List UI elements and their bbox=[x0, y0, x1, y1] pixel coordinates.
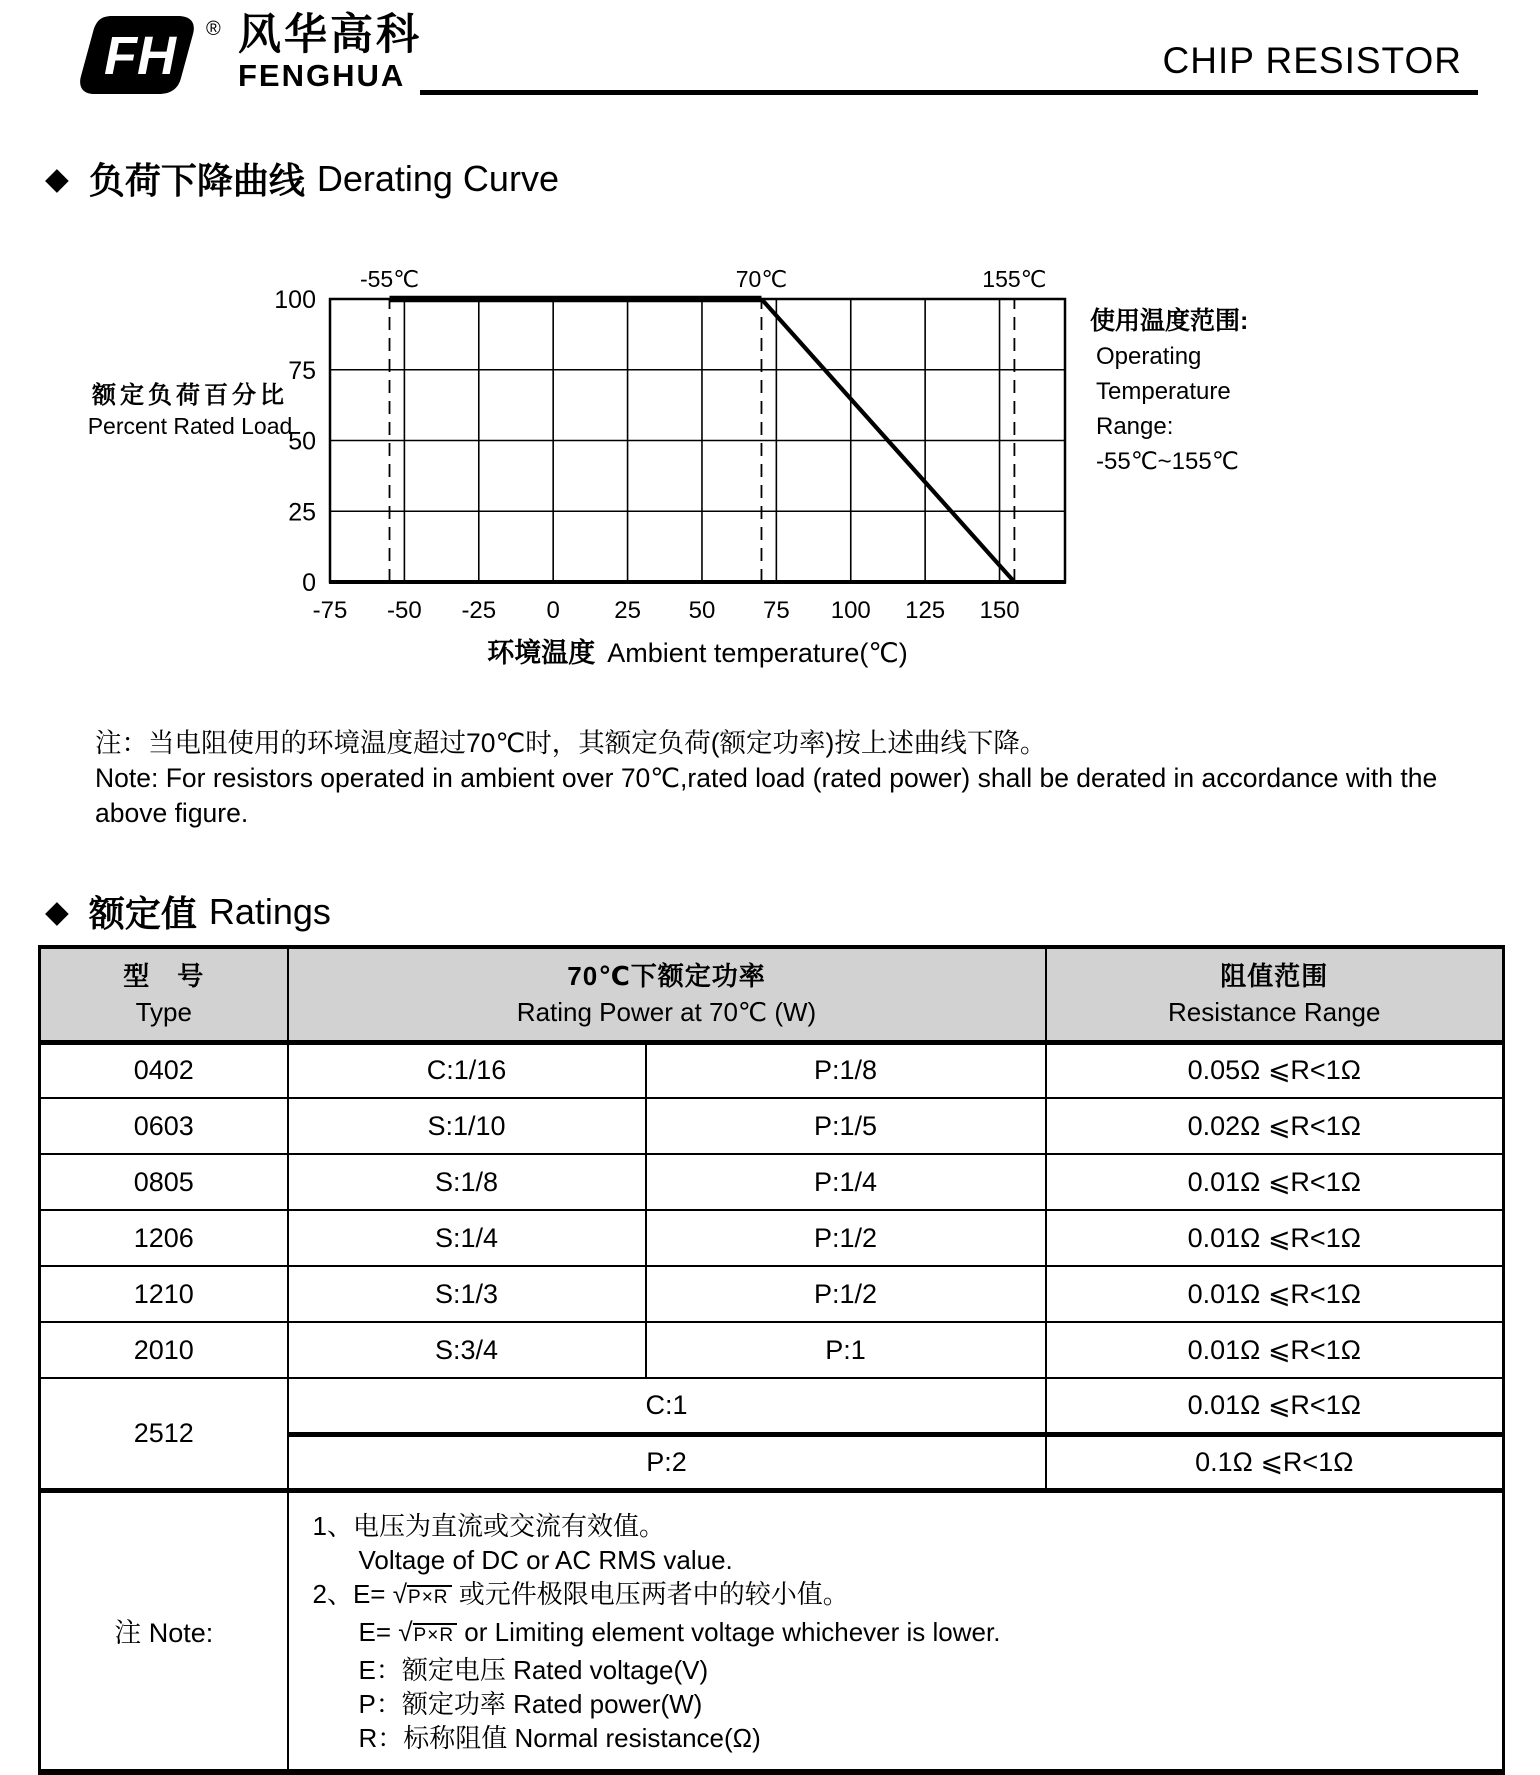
x-tick-label: -50 bbox=[387, 597, 422, 624]
diamond-bullet-icon: ◆ bbox=[45, 160, 69, 196]
range-cell: 0.05Ω ⩽R<1Ω bbox=[1046, 1042, 1504, 1098]
operating-range-line: Operating bbox=[1096, 343, 1202, 370]
power-cell: P:2 bbox=[288, 1434, 1046, 1490]
note-line-2-cn: 2、E= √P×R 或元件极限电压两者中的较小值。 bbox=[312, 1578, 849, 1609]
type-cell: 0402 bbox=[40, 1042, 288, 1098]
power-cell: C:1 bbox=[288, 1378, 1046, 1434]
ratings-title-en: Ratings bbox=[208, 890, 331, 932]
brand-name-cn: 风华高科 bbox=[238, 11, 422, 59]
derating-title-en: Derating Curve bbox=[316, 157, 559, 199]
x-tick-label: 25 bbox=[614, 597, 641, 624]
power-cell: S:1/4 bbox=[288, 1210, 646, 1266]
power-cell: C:1/16 bbox=[288, 1042, 646, 1098]
ratings-title-cn: 额定值 bbox=[88, 893, 197, 934]
range-cell: 0.01Ω ⩽R<1Ω bbox=[1046, 1322, 1504, 1378]
power-cell: P:1/2 bbox=[646, 1210, 1046, 1266]
fenghua-logo-icon bbox=[78, 10, 198, 100]
type-cell: 2512 bbox=[40, 1378, 288, 1490]
y-tick-label: 50 bbox=[288, 427, 316, 456]
y-axis-title-en: Percent Rated Load bbox=[87, 413, 293, 439]
sqrt-expression: √P×R bbox=[393, 1579, 452, 1609]
range-cell: 0.02Ω ⩽R<1Ω bbox=[1046, 1098, 1504, 1154]
table-row bbox=[40, 1266, 1504, 1322]
note-line-3: E：额定电压 Rated voltage(V) bbox=[358, 1654, 709, 1685]
brand-name-en: FENGHUA bbox=[238, 58, 406, 93]
dashed-marker-label: -55℃ bbox=[359, 266, 420, 292]
range-cell: 0.01Ω ⩽R<1Ω bbox=[1046, 1154, 1504, 1210]
range-cell: 0.01Ω ⩽R<1Ω bbox=[1046, 1210, 1504, 1266]
svg-text:FH: FH bbox=[104, 26, 176, 86]
type-cell: 1210 bbox=[40, 1266, 288, 1322]
range-cell: 0.01Ω ⩽R<1Ω bbox=[1046, 1378, 1504, 1434]
power-cell: P:1 bbox=[646, 1322, 1046, 1378]
operating-range-line: Temperature bbox=[1096, 378, 1231, 405]
y-axis-title-cn: 额定负荷百分比 bbox=[92, 382, 288, 409]
table-row bbox=[40, 1154, 1504, 1210]
note-line-1-cn: 1、电压为直流或交流有效值。 bbox=[312, 1510, 665, 1541]
power-cell: S:3/4 bbox=[288, 1322, 646, 1378]
col-header-resistance-range: 阻值范围 Resistance Range bbox=[1046, 947, 1504, 1042]
note-label: 注 Note: bbox=[40, 1490, 288, 1772]
x-tick-label: 50 bbox=[688, 597, 716, 624]
registered-trademark-icon: ® bbox=[206, 18, 221, 40]
power-cell: P:1/2 bbox=[646, 1266, 1046, 1322]
note-content bbox=[288, 1490, 1504, 1772]
note-line-4: P：额定功率 Rated power(W) bbox=[358, 1688, 703, 1719]
type-cell: 1206 bbox=[40, 1210, 288, 1266]
dashed-marker-label: 155℃ bbox=[982, 266, 1047, 292]
derating-note-cn: 注：当电阻使用的环境温度超过70℃时，其额定负荷(额定功率)按上述曲线下降。 bbox=[95, 728, 1047, 758]
table-row bbox=[40, 1042, 1504, 1098]
note-line-1-en: Voltage of DC or AC RMS value. bbox=[358, 1544, 733, 1575]
page-header bbox=[0, 0, 1540, 108]
col-header-type: 型 号 Type bbox=[40, 947, 288, 1042]
operating-temperature-note bbox=[1090, 304, 1248, 479]
power-cell: S:1/8 bbox=[288, 1154, 646, 1210]
col-header-power: 70℃下额定功率 Rating Power at 70℃ (W) bbox=[288, 947, 1046, 1042]
x-tick-label: -25 bbox=[461, 597, 497, 624]
derating-note-en: Note: For resistors operated in ambient over 70℃,rated load (rated power) shall be derated in accordance with the above figure. bbox=[95, 763, 1438, 828]
y-tick-label: 75 bbox=[288, 356, 316, 385]
table-row bbox=[40, 1098, 1504, 1154]
power-cell: S:1/3 bbox=[288, 1266, 646, 1322]
y-tick-label: 0 bbox=[302, 569, 316, 597]
x-tick-label: 100 bbox=[830, 597, 871, 624]
derating-chart bbox=[0, 204, 1540, 674]
diamond-bullet-icon: ◆ bbox=[45, 893, 69, 929]
operating-range-value: -55℃~155℃ bbox=[1096, 448, 1239, 475]
operating-range-cn: 使用温度范围: bbox=[1090, 307, 1249, 335]
note-line-5: R：标称阻值 Normal resistance(Ω) bbox=[358, 1722, 761, 1753]
x-tick-label: 150 bbox=[979, 597, 1020, 624]
power-cell: P:1/5 bbox=[646, 1098, 1046, 1154]
range-cell: 0.1Ω ⩽R<1Ω bbox=[1046, 1434, 1504, 1490]
x-axis-title: 环境温度 Ambient temperature(℃) bbox=[487, 638, 908, 668]
type-cell: 0603 bbox=[40, 1098, 288, 1154]
ratings-table bbox=[38, 945, 1505, 1775]
table-row bbox=[40, 1210, 1504, 1266]
table-note-row bbox=[40, 1490, 1504, 1772]
type-cell: 0805 bbox=[40, 1154, 288, 1210]
derating-note bbox=[95, 726, 1460, 831]
y-tick-label: 25 bbox=[288, 498, 316, 527]
x-tick-label: 0 bbox=[546, 597, 560, 624]
range-cell: 0.01Ω ⩽R<1Ω bbox=[1046, 1266, 1504, 1322]
derating-chart-area bbox=[0, 204, 1540, 674]
x-tick-label: -75 bbox=[312, 597, 348, 624]
sqrt-expression: √P×R bbox=[398, 1617, 457, 1647]
x-tick-label: 125 bbox=[905, 597, 946, 624]
dashed-marker-label: 70℃ bbox=[735, 266, 788, 292]
doc-title: CHIP RESISTOR bbox=[1162, 40, 1462, 81]
derating-title-cn: 负荷下降曲线 bbox=[88, 160, 305, 201]
table-header-row bbox=[40, 947, 1504, 1042]
table-row-2512-c bbox=[40, 1378, 1504, 1434]
ratings-section-title bbox=[45, 886, 1540, 937]
note-line-2-en: E= √P×R or Limiting element voltage whichever is lower. bbox=[358, 1616, 1001, 1647]
type-cell: 2010 bbox=[40, 1322, 288, 1378]
operating-range-line: Range: bbox=[1096, 413, 1174, 440]
power-cell: P:1/4 bbox=[646, 1154, 1046, 1210]
y-tick-label: 100 bbox=[274, 286, 316, 314]
power-cell: S:1/10 bbox=[288, 1098, 646, 1154]
derating-section-title bbox=[45, 153, 1540, 204]
brand-block bbox=[238, 11, 422, 93]
x-tick-label: 75 bbox=[763, 597, 790, 624]
power-cell: P:1/8 bbox=[646, 1042, 1046, 1098]
table-row bbox=[40, 1322, 1504, 1378]
header-rule bbox=[420, 90, 1478, 95]
